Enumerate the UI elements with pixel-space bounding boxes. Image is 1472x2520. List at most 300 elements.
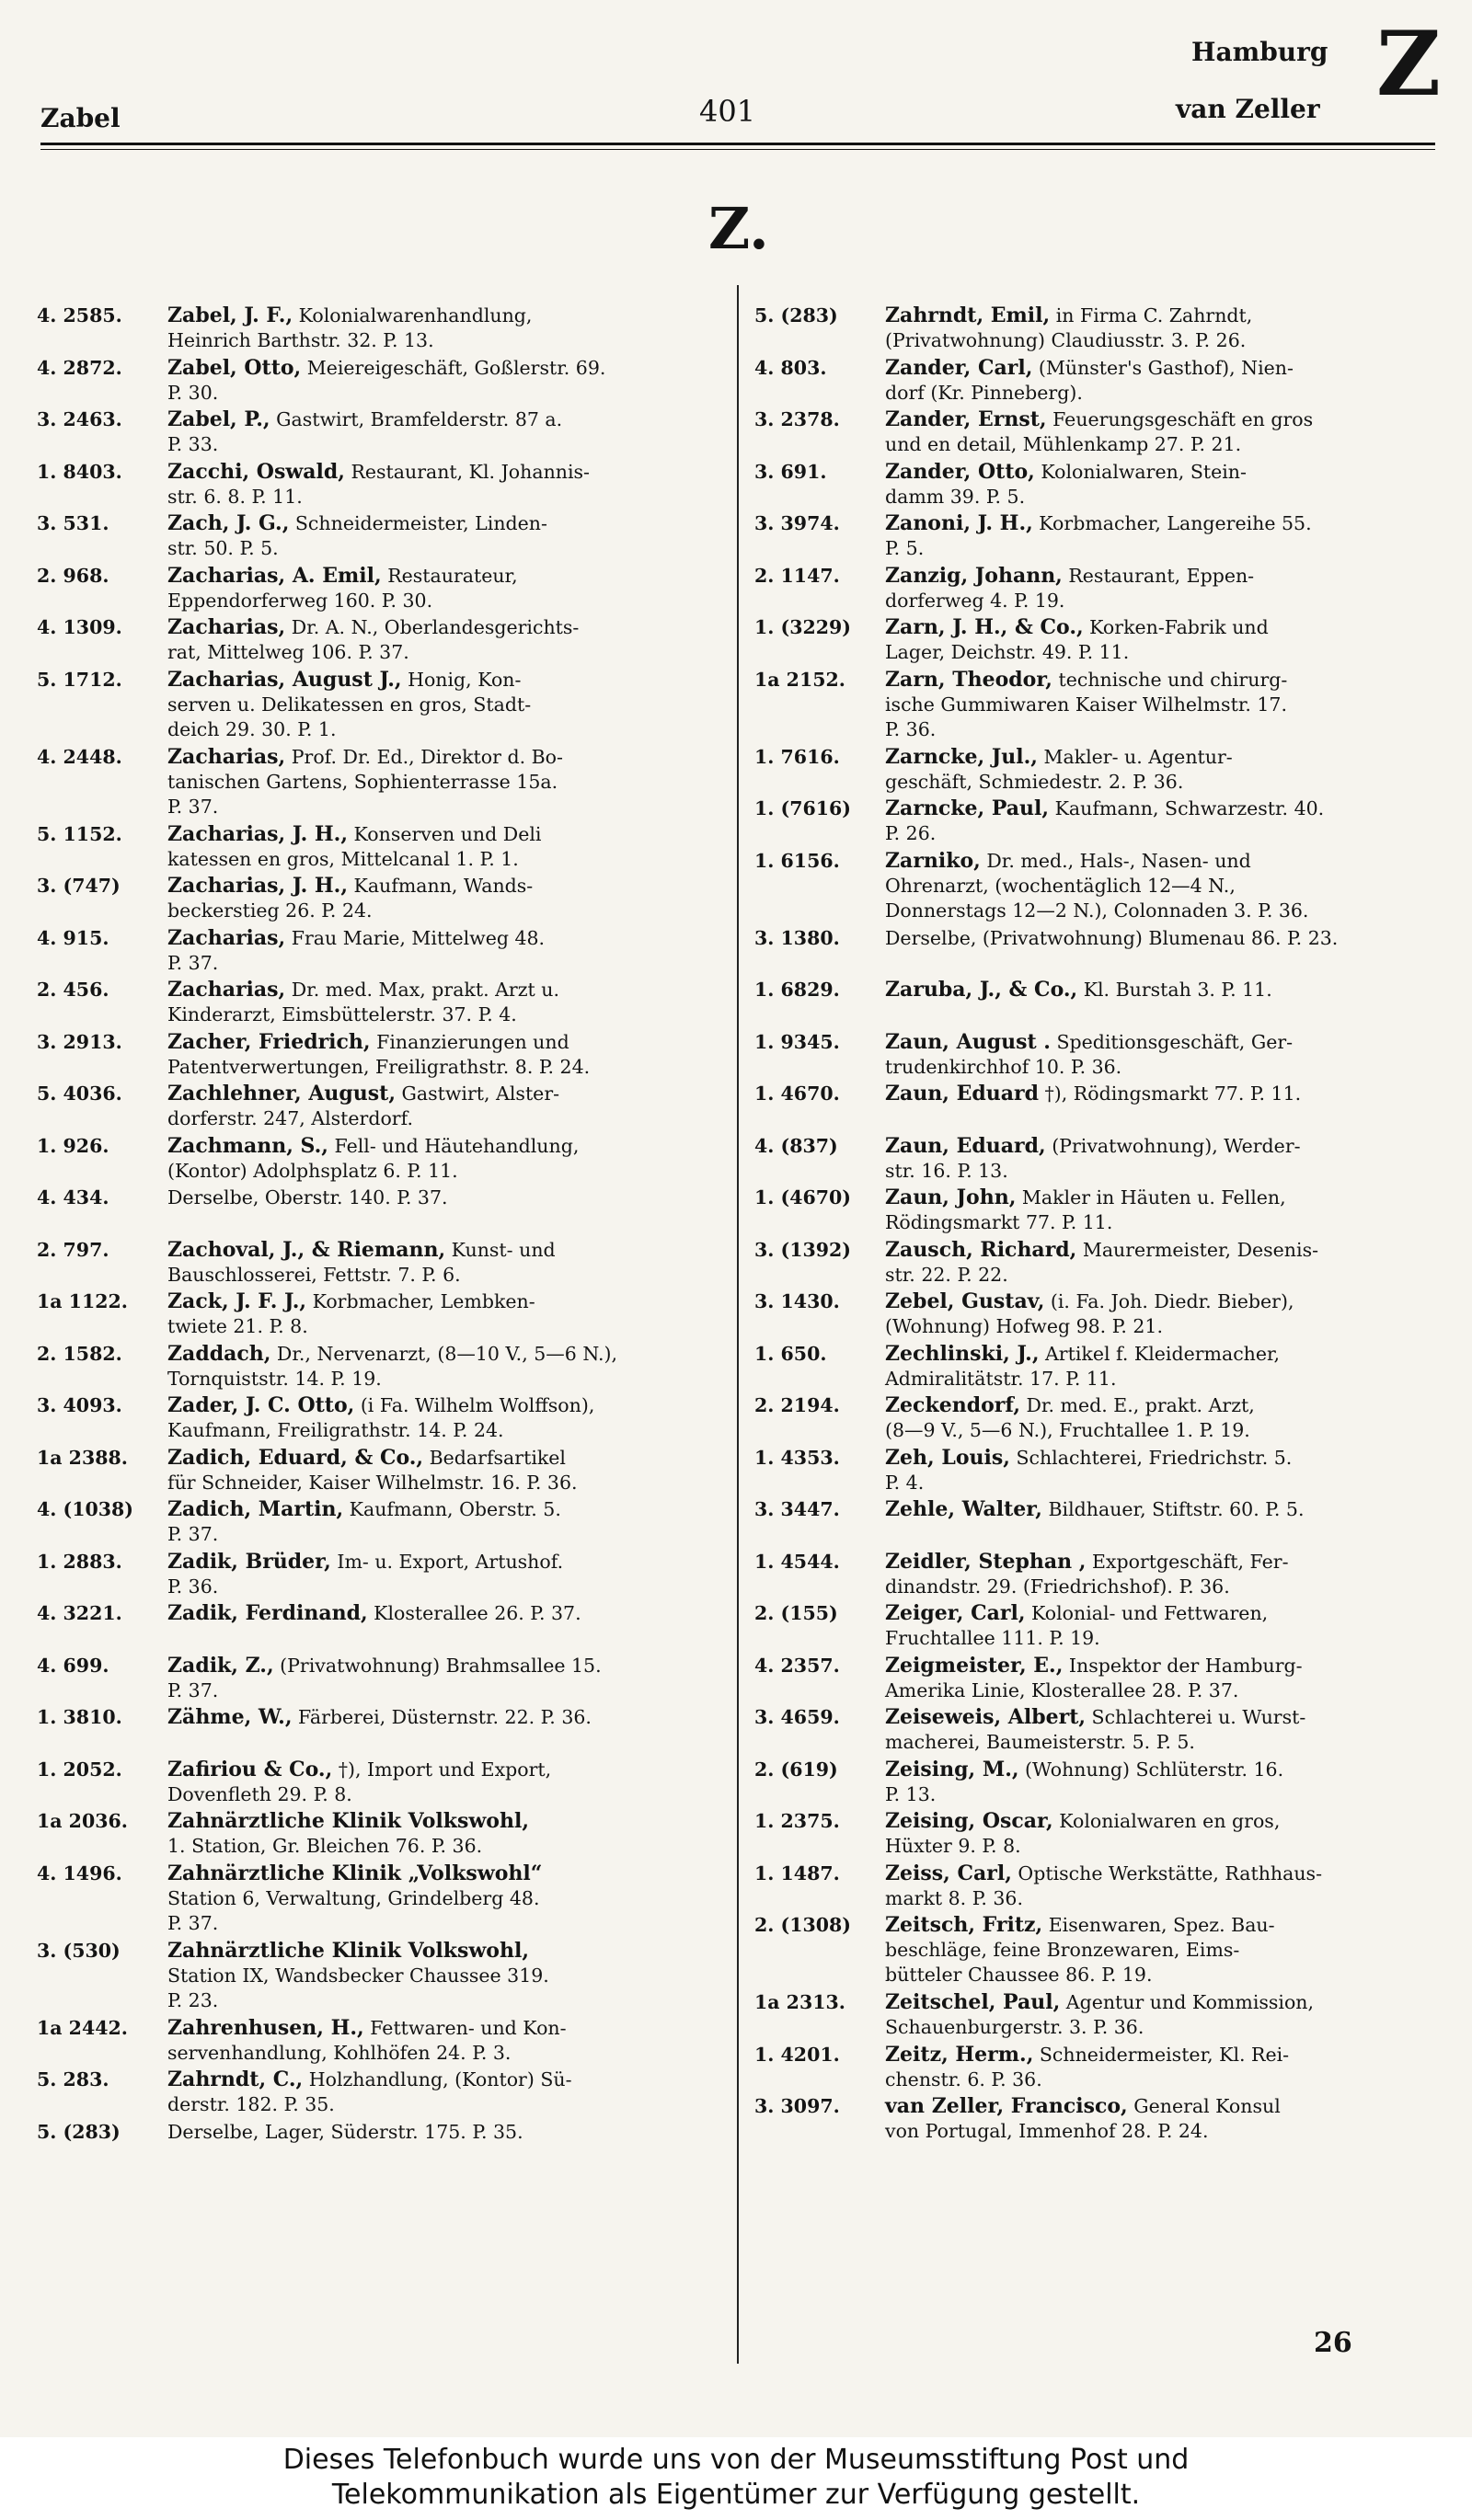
directory-entry (37, 304, 736, 356)
entry-number: 1. 4544. (754, 1550, 840, 1573)
entry-number: 4. 2448. (37, 745, 122, 768)
entry-details: Kolonial- und Fettwaren, Fruchtallee 111. P. 19. (885, 1602, 1269, 1649)
entry-name: Zebel, Gustav, (885, 1289, 1045, 1313)
entry-number: 5. (283) (754, 304, 838, 326)
entry-number: 1a 2152. (754, 668, 845, 691)
entry-number: 3. 3097. (754, 2095, 840, 2117)
entry-text (885, 1134, 1448, 1184)
entry-name: Zeising, M., (885, 1757, 1019, 1781)
entry-text (885, 1913, 1448, 1987)
directory-entry (37, 356, 736, 408)
directory-entry (754, 304, 1454, 356)
entry-details: Makler in Häuten u. Fellen, Rödingsmarkt 77. P. 11. (885, 1186, 1286, 1233)
entry-text (885, 564, 1448, 613)
entry-number: 5. 283. (37, 2068, 109, 2090)
directory-entry (754, 1446, 1454, 1498)
entry-text (885, 978, 1448, 1002)
entry-details: Klosterallee 26. P. 37. (367, 1602, 581, 1624)
entry-details: Frau Marie, Mittelweg 48. P. 37. (167, 926, 546, 974)
entry-number: 1. 8403. (37, 460, 122, 483)
entry-details: Fell- und Häutehandlung, (Kontor) Adolphsplatz 6. P. 11. (167, 1134, 580, 1182)
entry-details: 1. Station, Gr. Bleichen 76. P. 36. (167, 1835, 483, 1857)
entry-number: 4. 2585. (37, 304, 122, 326)
entry-name: Zadich, Martin, (167, 1497, 344, 1521)
directory-entry (37, 978, 736, 1030)
directory-entry (37, 1550, 736, 1602)
entry-details: (Wohnung) Schlüterstr. 16. P. 13. (885, 1758, 1284, 1805)
directory-entry (754, 1705, 1454, 1758)
directory-entry (37, 2068, 736, 2120)
entry-name: Zaddach, (167, 1341, 271, 1366)
directory-entry (37, 1134, 736, 1186)
entry-text (167, 2120, 730, 2145)
entry-text (167, 1238, 730, 1288)
entry-details: Kl. Burstah 3. P. 11. (1077, 979, 1272, 1001)
entry-name: Zachlehner, August, (167, 1082, 397, 1105)
entry-text (885, 1758, 1448, 1807)
entry-details: (Münster's Gasthof), Nien- dorf (Kr. Pinneberg). (885, 356, 1294, 404)
entry-details: Makler- u. Agentur- geschäft, Schmiedestr. 2. P. 36. (885, 745, 1233, 793)
entry-number: 5. (283) (37, 2120, 121, 2143)
entry-number: 1. 926. (37, 1134, 109, 1157)
entry-details: Derselbe, Oberstr. 140. P. 37. (167, 1186, 448, 1208)
entry-details: Kaufmann, Schwarzestr. 40. P. 26. (885, 797, 1325, 844)
entry-name: Zeidler, Stephan , (885, 1549, 1087, 1574)
entry-text (885, 1446, 1448, 1495)
entry-details: Kolonialwaren, Stein- damm 39. P. 5. (885, 460, 1247, 508)
entry-details: Holzhandlung, (Kontor) Sü- derstr. 182. P. 35. (167, 2068, 572, 2115)
entry-number: 2. (619) (754, 1758, 838, 1781)
entry-name: Zanzig, Johann, (885, 563, 1063, 588)
entry-name: Zeitsch, Fritz, (885, 1913, 1043, 1937)
entry-name: Zadik, Brüder, (167, 1549, 331, 1574)
entry-number: 1. 3810. (37, 1706, 122, 1728)
footer-line-1: Dieses Telefonbuch wurde uns von der Museumsstiftung Post und (282, 2444, 1190, 2476)
entry-text (167, 1497, 730, 1547)
entry-name: Zarncke, Jul., (885, 744, 1038, 769)
entry-number: 3. 2463. (37, 408, 122, 430)
directory-entry (754, 1809, 1454, 1861)
page-number: 401 (699, 94, 756, 129)
entry-text (167, 1134, 730, 1184)
entry-name: Zander, Carl, (885, 355, 1033, 380)
page-footer-number: 26 (1314, 2327, 1352, 2359)
directory-entry (37, 1861, 736, 1939)
directory-entry (754, 564, 1454, 616)
entry-details: (i. Fa. Joh. Diedr. Bieber), (Wohnung) Hofweg 98. P. 21. (885, 1290, 1294, 1337)
entry-name: Zausch, Richard, (885, 1237, 1077, 1262)
entry-number: 4. (1038) (37, 1498, 133, 1520)
entry-number: 5. 4036. (37, 1082, 122, 1105)
entry-details: Agentur und Kommission, Schauenburgerstr. 3. P. 36. (885, 1991, 1315, 2038)
entry-details: technische und chirurg- ische Gummiwaren Kaiser Wilhelmstr. 17. P. 36. (885, 668, 1288, 740)
entry-text (885, 1809, 1448, 1859)
entry-details: Bildhauer, Stiftstr. 60. P. 5. (1041, 1498, 1305, 1520)
entry-text (167, 356, 730, 406)
directory-entry (754, 1654, 1454, 1706)
directory-entry (37, 1939, 736, 2016)
entry-name: Zadik, Ferdinand, (167, 1601, 368, 1625)
header-left-keyword: Zabel (40, 103, 121, 133)
directory-entry (754, 511, 1454, 564)
entry-details: Schlachterei, Friedrichstr. 5. P. 4. (885, 1446, 1293, 1494)
entry-text (885, 1342, 1448, 1392)
directory-entry (37, 1030, 736, 1082)
header-right-keyword: van Zeller (1176, 94, 1320, 124)
entry-text (167, 745, 730, 819)
entry-text (167, 874, 730, 923)
entry-name: Zacharias, J. H., (167, 821, 348, 846)
directory-entry (37, 1186, 736, 1238)
entry-number: 1a 1122. (37, 1290, 128, 1312)
entry-number: 5. 1152. (37, 822, 122, 845)
entry-text (885, 1990, 1448, 2040)
entry-text (167, 1030, 730, 1080)
entry-text (167, 1289, 730, 1339)
entry-details: Station 6, Verwaltung, Grindelberg 48. P. 37. (167, 1886, 540, 1934)
entry-number: 3. 1430. (754, 1290, 840, 1312)
entry-number: 1a 2313. (754, 1991, 845, 2013)
entry-details: Korbmacher, Lembken- twiete 21. P. 8. (167, 1290, 535, 1337)
entry-number: 4. 2357. (754, 1654, 840, 1677)
entry-name: Zafiriou & Co., (167, 1757, 333, 1781)
entry-number: 4. 803. (754, 356, 827, 379)
entry-name: Zander, Otto, (885, 459, 1035, 484)
entry-details: Finanzierungen und Patentverwertungen, Freiligrathstr. 8. P. 24. (167, 1030, 591, 1078)
entry-text (885, 1654, 1448, 1703)
entry-number: 1. 4670. (754, 1082, 840, 1105)
entry-name: Zack, J. F. J., (167, 1289, 307, 1313)
directory-entry (37, 1809, 736, 1861)
entry-details: Restaurateur, Eppendorferweg 160. P. 30. (167, 564, 518, 612)
entry-number: 3. 1380. (754, 926, 840, 949)
entry-details: Inspektor der Hamburg- Amerika Linie, Klosterallee 28. P. 37. (885, 1654, 1303, 1701)
entry-number: 1. 9345. (754, 1030, 840, 1053)
entry-name: Zaruba, J., & Co., (885, 978, 1078, 1002)
entry-details: Speditionsgeschäft, Ger- trudenkirchhof 10. P. 36. (885, 1030, 1294, 1078)
entry-name: Zähme, W., (167, 1705, 293, 1729)
entry-details: Maurermeister, Desenis- str. 22. P. 22. (885, 1238, 1319, 1286)
entry-text (885, 1289, 1448, 1339)
entry-name: Zeitz, Herm., (885, 2042, 1034, 2067)
entry-text (167, 668, 730, 742)
entry-number: 3. (530) (37, 1939, 121, 1962)
entry-number: 4. (837) (754, 1134, 838, 1157)
entry-number: 1a 2036. (37, 1810, 128, 1832)
footer-notice (0, 2437, 1472, 2520)
entry-name: Zarn, J. H., & Co., (885, 615, 1084, 639)
entry-text (167, 1342, 730, 1392)
directory-entry (37, 2016, 736, 2068)
directory-entry (754, 926, 1454, 979)
entry-text (167, 2068, 730, 2117)
entry-details: Färberei, Düsternstr. 22. P. 36. (292, 1706, 592, 1728)
entry-details: Gastwirt, Alster- dorferstr. 247, Alsterdorf. (167, 1082, 560, 1129)
entry-name: Zarniko, (885, 848, 981, 873)
entry-name: Zeiger, Carl, (885, 1601, 1026, 1625)
header-city: Hamburg (1191, 37, 1328, 67)
directory-entry (754, 668, 1454, 745)
directory-entry (754, 1342, 1454, 1394)
section-heading: Z. (708, 195, 769, 262)
entry-number: 3. 2913. (37, 1030, 122, 1053)
entry-number: 1. 6156. (754, 849, 840, 872)
entry-number: 1. 650. (754, 1342, 827, 1365)
directory-entry (754, 796, 1454, 849)
entry-name: Zacharias, (167, 925, 286, 950)
entry-number: 4. 915. (37, 926, 109, 949)
entry-name: Zahrndt, Emil, (885, 304, 1051, 327)
entry-number: 4. 434. (37, 1186, 109, 1208)
entry-text (885, 304, 1448, 353)
directory-entry (754, 460, 1454, 512)
entry-text (167, 1393, 730, 1443)
entry-details: Konserven und Deli katessen en gros, Mittelcanal 1. P. 1. (167, 822, 542, 870)
entry-text (167, 1446, 730, 1495)
entry-number: 2. 797. (37, 1238, 109, 1261)
entry-text (167, 978, 730, 1027)
entry-details: Schneidermeister, Linden- str. 50. P. 5. (167, 512, 547, 559)
entry-details: Optische Werkstätte, Rathhaus- markt 8. P. 36. (885, 1861, 1322, 1909)
entry-details: Gastwirt, Bramfelderstr. 87 a. P. 33. (167, 408, 563, 455)
entry-name: Zachoval, J., & Riemann, (167, 1237, 446, 1262)
entry-details: Fettwaren- und Kon- servenhandlung, Kohlhöfen 24. P. 3. (167, 2016, 567, 2064)
directory-entry (754, 978, 1454, 1030)
entry-number: 2. 2194. (754, 1394, 840, 1416)
entry-number: 1. 4353. (754, 1446, 840, 1469)
entry-text (885, 615, 1448, 665)
entry-number: 3. 3447. (754, 1498, 840, 1520)
entry-number: 1a 2388. (37, 1446, 128, 1469)
entry-details: Exportgeschäft, Fer- dinandstr. 29. (Friedrichshof). P. 36. (885, 1550, 1289, 1598)
directory-entry (754, 2043, 1454, 2095)
directory-entry (37, 1758, 736, 1810)
entry-name: Zarncke, Paul, (885, 796, 1050, 820)
entry-name: Zahnärztliche Klinik Volkswohl, (167, 1938, 529, 1963)
entry-number: 2. 456. (37, 979, 109, 1001)
entry-number: 3. 3974. (754, 512, 840, 534)
directory-entry (37, 407, 736, 460)
entry-text (885, 1393, 1448, 1443)
entry-name: Zabel, P., (167, 407, 270, 431)
entry-details: †), Import und Export, Dovenfleth 29. P. 8. (167, 1758, 552, 1805)
entry-name: Zabel, Otto, (167, 355, 302, 380)
entry-details: Korken-Fabrik und Lager, Deichstr. 49. P. 11. (885, 616, 1269, 663)
entry-name: Zadik, Z., (167, 1653, 274, 1678)
header-rule-thin (40, 149, 1435, 150)
entry-text (885, 407, 1448, 457)
entry-details: (Privatwohnung), Werder- str. 16. P. 13. (885, 1134, 1301, 1182)
entry-text (885, 460, 1448, 510)
directory-entry (37, 1082, 736, 1134)
entry-details: Dr. med., Hals-, Nasen- und Ohrenarzt, (wochentäglich 12—4 N., Donnerstags 12—2 N.), Colonnaden 3. P. 36. (885, 849, 1309, 922)
entry-number: 3. 2378. (754, 408, 840, 430)
entry-number: 1. (7616) (754, 797, 851, 819)
entry-number: 3. 4093. (37, 1394, 122, 1416)
header-letter: Z (1376, 12, 1442, 116)
entry-number: 1. 6829. (754, 979, 840, 1001)
entry-text (167, 304, 730, 353)
entry-details: Schlachterei u. Wurst- macherei, Baumeisterstr. 5. P. 5. (885, 1706, 1306, 1753)
entry-name: Zacharias, August J., (167, 667, 402, 692)
entry-text (885, 1601, 1448, 1651)
entry-name: Zach, J. G., (167, 511, 290, 535)
entry-number: 2. (1308) (754, 1914, 851, 1936)
entry-number: 1. 2052. (37, 1758, 122, 1781)
entry-name: Zaun, August . (885, 1029, 1051, 1054)
entry-text (167, 1861, 730, 1936)
entry-text (885, 796, 1448, 846)
entry-number: 4. 3221. (37, 1602, 122, 1624)
entry-text (167, 460, 730, 510)
entry-details: Meiereigeschäft, Goßlerstr. 69. P. 30. (167, 356, 606, 404)
entry-text (885, 1550, 1448, 1599)
entry-name: Zacharias, (167, 615, 286, 639)
entry-name: Zeiseweis, Albert, (885, 1705, 1087, 1729)
entry-name: Zacharias, (167, 978, 286, 1002)
entry-number: 2. 1582. (37, 1342, 122, 1365)
entry-details: Im- u. Export, Artushof. P. 36. (167, 1550, 564, 1598)
entry-details: Station IX, Wandsbecker Chaussee 319. P. 23. (167, 1964, 549, 2011)
entry-name: Zahnärztliche Klinik „Volkswohl“ (167, 1861, 543, 1885)
entry-number: 2. (155) (754, 1602, 838, 1624)
entry-name: Zacharias, A. Emil, (167, 563, 382, 588)
entry-name: Zeh, Louis, (885, 1445, 1010, 1470)
entry-name: van Zeller, Francisco, (885, 2094, 1128, 2118)
entry-text (885, 1497, 1448, 1522)
entry-details: Eisenwaren, Spez. Bau- beschläge, feine Bronzewaren, Eims- bütteler Chaussee 86. P. 19. (885, 1914, 1275, 1986)
directory-entry (754, 1289, 1454, 1342)
entry-text (167, 1758, 730, 1807)
directory-entry (754, 1550, 1454, 1602)
right-column (754, 304, 1454, 2147)
entry-text (167, 1082, 730, 1131)
directory-entry (754, 1082, 1454, 1134)
directory-entry (754, 1601, 1454, 1654)
entry-text (885, 1082, 1448, 1106)
entry-number: 1. 2375. (754, 1810, 840, 1832)
directory-entry (754, 1186, 1454, 1238)
entry-number: 2. 968. (37, 564, 109, 587)
entry-number: 5. 1712. (37, 668, 122, 691)
entry-name: Zehle, Walter, (885, 1497, 1042, 1521)
entry-text (167, 1550, 730, 1599)
directory-entry (754, 356, 1454, 408)
entry-name: Zachmann, S., (167, 1133, 328, 1158)
entry-name: Zacharias, (167, 744, 286, 769)
directory-entry (754, 1758, 1454, 1810)
entry-text (885, 1861, 1448, 1911)
directory-entry (37, 511, 736, 564)
entry-text (167, 407, 730, 457)
entry-name: Zechlinski, J., (885, 1341, 1040, 1366)
directory-entry (37, 822, 736, 875)
entry-name: Zeiss, Carl, (885, 1861, 1012, 1885)
entry-details: Kolonialwaren en gros, Hüxter 9. P. 8. (885, 1810, 1281, 1857)
entry-text (885, 1238, 1448, 1288)
entry-name: Zacchi, Oswald, (167, 459, 345, 484)
entry-text (885, 668, 1448, 742)
entry-number: 3. 691. (754, 460, 827, 483)
entry-text (885, 1030, 1448, 1080)
header-rule (40, 143, 1435, 145)
column-divider (737, 285, 739, 2364)
directory-entry (37, 668, 736, 745)
directory-entry (37, 1601, 736, 1654)
entry-name: Zarn, Theodor, (885, 667, 1052, 692)
entry-text (167, 1705, 730, 1730)
entry-name: Zadich, Eduard, & Co., (167, 1445, 424, 1470)
directory-entry (37, 1238, 736, 1290)
entry-text (167, 564, 730, 613)
entry-text (885, 745, 1448, 795)
entry-number: 1. 1487. (754, 1861, 840, 1884)
directory-entry (37, 1497, 736, 1550)
directory-entry (754, 1497, 1454, 1550)
entry-number: 1. 4201. (754, 2043, 840, 2066)
entry-name: Zaun, Eduard, (885, 1133, 1046, 1158)
directory-entry (754, 745, 1454, 797)
entry-details: Kolonialwarenhandlung, Heinrich Barthstr. 32. P. 13. (167, 304, 533, 351)
entry-text (167, 1186, 730, 1210)
entry-number: 1. (4670) (754, 1186, 851, 1208)
directory-entry (37, 615, 736, 668)
directory-entry (754, 1030, 1454, 1082)
directory-entry (37, 1654, 736, 1706)
entry-number: 1. (3229) (754, 616, 851, 638)
entry-details: Dr. A. N., Oberlandesgerichts- rat, Mittelweg 106. P. 37. (167, 616, 580, 663)
entry-text (885, 1705, 1448, 1755)
entry-text (167, 615, 730, 665)
entry-name: Zeitschel, Paul, (885, 1990, 1061, 2014)
entry-details: in Firma C. Zahrndt, (Privatwohnung) Claudiusstr. 3. P. 26. (885, 304, 1253, 351)
directory-entry (37, 460, 736, 512)
directory-entry (754, 1990, 1454, 2043)
entry-text (167, 2016, 730, 2066)
entry-text (167, 511, 730, 561)
entry-details: †), Rödingsmarkt 77. P. 11. (1039, 1082, 1302, 1105)
entry-text (167, 1809, 730, 1859)
entry-details: Artikel f. Kleidermacher, Admiralitätstr. 17. P. 11. (885, 1342, 1281, 1390)
entry-text (885, 926, 1448, 951)
footer-line-2: Telekommunikation als Eigentümer zur Verfügung gestellt. (331, 2479, 1141, 2511)
directory-entry (37, 564, 736, 616)
entry-number: 4. 699. (37, 1654, 109, 1677)
entry-name: Zahrndt, C., (167, 2068, 304, 2091)
entry-details: Kaufmann, Oberstr. 5. P. 37. (167, 1498, 561, 1545)
entry-text (885, 2043, 1448, 2092)
directory-entry (37, 1705, 736, 1758)
entry-name: Zaun, Eduard (885, 1082, 1039, 1105)
entry-name: Zahrenhusen, H., (167, 2015, 364, 2040)
entry-details: Schneidermeister, Kl. Rei- chenstr. 6. P. 36. (885, 2043, 1290, 2090)
directory-entry (37, 926, 736, 979)
entry-details: Dr., Nervenarzt, (8—10 V., 5—6 N.), Tornquiststr. 14. P. 19. (167, 1342, 617, 1390)
directory-entry (37, 1393, 736, 1446)
entry-details: Derselbe, (Privatwohnung) Blumenau 86. P. 23. (885, 926, 1339, 949)
directory-entry (37, 2120, 736, 2172)
directory-entry (754, 1393, 1454, 1446)
entry-name: Zander, Ernst, (885, 407, 1047, 431)
entry-text (885, 1186, 1448, 1235)
entry-number: 2. 1147. (754, 564, 840, 587)
entry-details: Dr. med. Max, prakt. Arzt u. Kinderarzt, Eimsbüttelerstr. 37. P. 4. (167, 979, 559, 1025)
directory-entry (37, 1446, 736, 1498)
entry-number: 1. 2883. (37, 1550, 122, 1573)
entry-details: Kaufmann, Wands- beckerstieg 26. P. 24. (167, 875, 534, 922)
entry-details: Derselbe, Lager, Süderstr. 175. P. 35. (167, 2120, 523, 2143)
directory-entry (754, 407, 1454, 460)
